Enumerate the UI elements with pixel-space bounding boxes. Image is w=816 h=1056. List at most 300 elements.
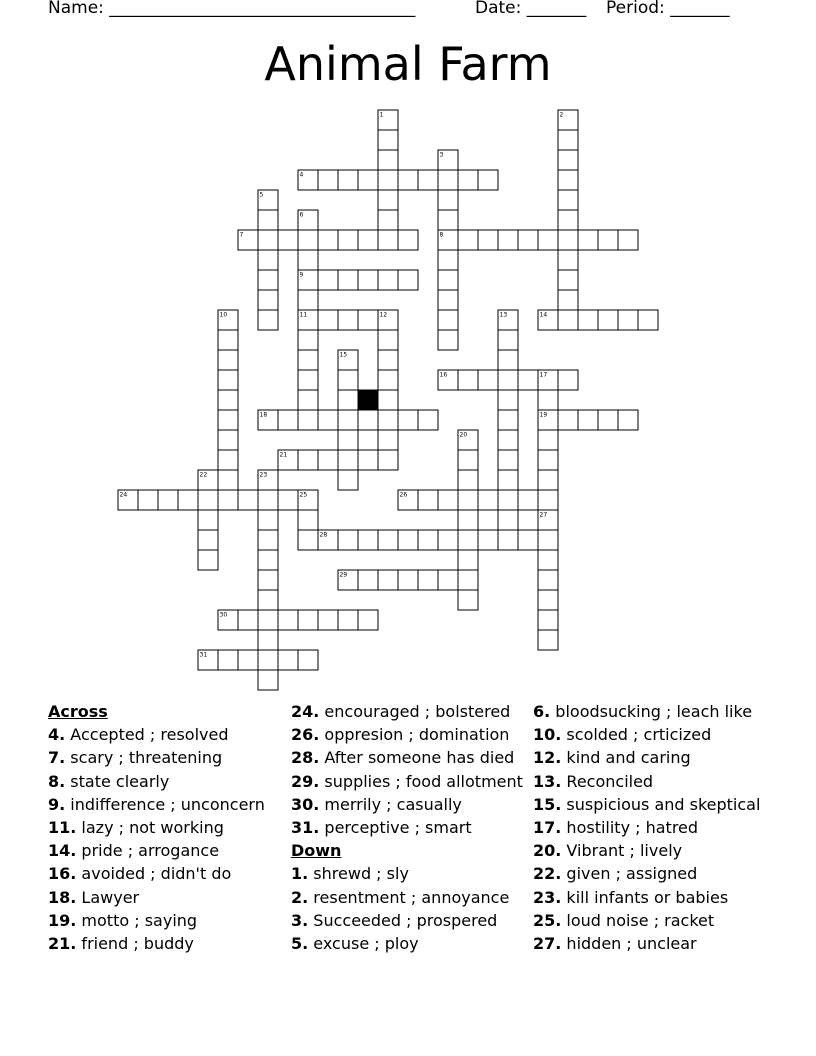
grid-cell[interactable] <box>258 230 278 250</box>
grid-cell[interactable] <box>298 250 318 270</box>
grid-cell[interactable] <box>218 650 238 670</box>
grid-cell[interactable] <box>358 610 378 630</box>
grid-cell[interactable] <box>458 370 478 390</box>
grid-cell[interactable] <box>558 230 578 250</box>
grid-cell[interactable] <box>478 530 498 550</box>
grid-cell[interactable] <box>298 350 318 370</box>
grid-cell[interactable] <box>298 230 318 250</box>
grid-cell[interactable] <box>438 210 458 230</box>
clues-column-3 <box>533 700 760 955</box>
clue-number-label: 7 <box>239 231 244 239</box>
grid-cell[interactable] <box>398 410 418 430</box>
period-field[interactable]: Period: _______ <box>606 0 730 18</box>
grid-cell[interactable] <box>458 550 478 570</box>
grid-cell[interactable] <box>498 470 518 490</box>
grid-cell[interactable] <box>578 230 598 250</box>
clue-item <box>48 909 265 932</box>
clue-text: shrewd ; sly <box>308 864 409 884</box>
grid-cell[interactable] <box>518 370 538 390</box>
clue-number-label: 27 <box>539 511 548 519</box>
grid-cell[interactable] <box>238 610 258 630</box>
grid-cell[interactable] <box>438 290 458 310</box>
clue-item <box>291 723 523 746</box>
grid-cell[interactable] <box>238 490 258 510</box>
clue-number: 28. <box>291 748 320 768</box>
clue-item <box>533 909 760 932</box>
grid-cell[interactable] <box>278 230 298 250</box>
clue-text: pride ; arrogance <box>76 841 220 861</box>
grid-cell[interactable] <box>278 490 298 510</box>
clue-item <box>291 909 523 932</box>
name-field[interactable]: Name: ____________________________________ <box>48 0 416 18</box>
grid-cell[interactable] <box>358 270 378 290</box>
grid-cell[interactable] <box>538 430 558 450</box>
clue-text: excuse ; ploy <box>308 934 419 954</box>
clue-item <box>291 932 523 955</box>
clue-number-label: 6 <box>299 211 304 219</box>
grid-cell[interactable] <box>518 530 538 550</box>
grid-cell[interactable] <box>558 410 578 430</box>
clue-number-label: 4 <box>299 171 304 179</box>
grid-cell[interactable] <box>618 230 638 250</box>
clue-number: 27. <box>533 934 562 954</box>
grid-cell[interactable] <box>338 410 358 430</box>
grid-cell[interactable] <box>358 410 378 430</box>
grid-cell[interactable] <box>378 450 398 470</box>
clue-item <box>533 746 760 769</box>
grid-cell[interactable] <box>498 390 518 410</box>
clue-number-label: 15 <box>339 351 348 359</box>
grid-cell[interactable] <box>338 470 358 490</box>
grid-cell[interactable] <box>578 310 598 330</box>
grid-cell[interactable] <box>518 490 538 510</box>
grid-cell[interactable] <box>378 210 398 230</box>
grid-cell[interactable] <box>538 550 558 570</box>
clue-number: 11. <box>48 818 77 838</box>
grid-cell[interactable] <box>278 650 298 670</box>
clue-item <box>533 793 760 816</box>
grid-cell[interactable] <box>438 330 458 350</box>
grid-cell[interactable] <box>378 350 398 370</box>
grid-cell[interactable] <box>558 150 578 170</box>
grid-cell[interactable] <box>258 630 278 650</box>
clue-number-label: 19 <box>539 411 548 419</box>
grid-cell[interactable] <box>298 450 318 470</box>
clue-text: Accepted ; resolved <box>65 725 229 745</box>
clue-item <box>533 723 760 746</box>
grid-cell[interactable] <box>538 590 558 610</box>
grid-cell[interactable] <box>298 410 318 430</box>
grid-cell[interactable] <box>378 570 398 590</box>
clue-text: motto ; saying <box>76 910 198 930</box>
grid-cell[interactable] <box>458 230 478 250</box>
clue-text: Lawyer <box>76 887 140 907</box>
grid-cell[interactable] <box>598 410 618 430</box>
grid-cell[interactable] <box>378 370 398 390</box>
grid-cell[interactable] <box>258 590 278 610</box>
clue-number: 22. <box>533 864 562 884</box>
clue-text: merrily ; casually <box>319 794 462 814</box>
grid-cell[interactable] <box>418 530 438 550</box>
clue-number: 7. <box>48 748 66 768</box>
grid-cell[interactable] <box>318 170 338 190</box>
grid-cell[interactable] <box>478 230 498 250</box>
grid-cell[interactable] <box>258 610 278 630</box>
clue-number: 3. <box>291 910 309 930</box>
clue-item <box>48 723 265 746</box>
grid-cell[interactable] <box>378 190 398 210</box>
clue-text: hostility ; hatred <box>561 818 699 838</box>
grid-cell[interactable] <box>458 510 478 530</box>
grid-cell[interactable] <box>138 490 158 510</box>
clue-number-label: 29 <box>339 571 348 579</box>
clue-number-label: 1 <box>379 111 384 119</box>
clue-number-label: 5 <box>259 191 264 199</box>
clue-number-label: 3 <box>439 151 444 159</box>
clue-number-label: 10 <box>219 311 228 319</box>
grid-cell[interactable] <box>198 530 218 550</box>
grid-cell[interactable] <box>218 410 238 430</box>
clue-text: oppresion ; domination <box>319 725 510 745</box>
grid-cell[interactable] <box>258 650 278 670</box>
clue-number: 8. <box>48 771 66 791</box>
grid-cell[interactable] <box>558 310 578 330</box>
grid-cell[interactable] <box>298 650 318 670</box>
grid-cell[interactable] <box>338 530 358 550</box>
grid-cell[interactable] <box>358 570 378 590</box>
grid-cell[interactable] <box>258 670 278 690</box>
grid-cell[interactable] <box>258 510 278 530</box>
grid-cell[interactable] <box>398 170 418 190</box>
clue-number-label: 20 <box>459 431 468 439</box>
grid-cell[interactable] <box>378 430 398 450</box>
grid-cell[interactable] <box>538 610 558 630</box>
clue-number: 25. <box>533 910 562 930</box>
clue-item <box>533 700 760 723</box>
grid-cell[interactable] <box>558 290 578 310</box>
clue-item <box>48 793 265 816</box>
grid-cell[interactable] <box>258 290 278 310</box>
clue-number-label: 8 <box>439 231 444 239</box>
grid-cell[interactable] <box>338 310 358 330</box>
grid-cell[interactable] <box>218 490 238 510</box>
clue-text: friend ; buddy <box>76 934 194 954</box>
clue-text: loud noise ; racket <box>561 910 715 930</box>
grid-cell[interactable] <box>398 230 418 250</box>
grid-cell[interactable] <box>558 190 578 210</box>
grid-cell[interactable] <box>458 170 478 190</box>
clue-text: scolded ; crticized <box>561 725 712 745</box>
grid-cell[interactable] <box>298 510 318 530</box>
grid-cell[interactable] <box>298 530 318 550</box>
clue-number-label: 31 <box>199 651 208 659</box>
grid-cell[interactable] <box>378 150 398 170</box>
grid-cell[interactable] <box>558 210 578 230</box>
grid-cell[interactable] <box>218 450 238 470</box>
grid-cell[interactable] <box>398 570 418 590</box>
grid-cell[interactable] <box>478 170 498 190</box>
grid-cell[interactable] <box>598 230 618 250</box>
grid-cell[interactable] <box>258 570 278 590</box>
clue-text: lazy ; not working <box>76 818 224 838</box>
grid-cell[interactable] <box>538 450 558 470</box>
clue-number-label: 24 <box>119 491 128 499</box>
date-field[interactable]: Date: _______ <box>475 0 587 18</box>
clue-item <box>533 932 760 955</box>
grid-cell[interactable] <box>558 270 578 290</box>
grid-cell[interactable] <box>438 570 458 590</box>
grid-cell[interactable] <box>298 330 318 350</box>
grid-cell[interactable] <box>438 250 458 270</box>
clue-item <box>291 700 523 723</box>
grid-cell[interactable] <box>438 530 458 550</box>
clue-text: Reconciled <box>561 771 654 791</box>
grid-cell[interactable] <box>198 550 218 570</box>
grid-cell[interactable] <box>298 370 318 390</box>
grid-cell[interactable] <box>418 570 438 590</box>
clue-number: 9. <box>48 794 66 814</box>
grid-cell[interactable] <box>258 490 278 510</box>
grid-cell[interactable] <box>398 530 418 550</box>
clue-number: 17. <box>533 818 562 838</box>
grid-cell[interactable] <box>498 490 518 510</box>
clue-number: 13. <box>533 771 562 791</box>
grid-cell[interactable] <box>558 130 578 150</box>
grid-cell[interactable] <box>498 450 518 470</box>
grid-cell[interactable] <box>498 230 518 250</box>
grid-cell[interactable] <box>558 370 578 390</box>
clue-number-label: 18 <box>259 411 268 419</box>
clue-number: 30. <box>291 794 320 814</box>
clue-item <box>533 862 760 885</box>
grid-cell[interactable] <box>258 250 278 270</box>
clue-item <box>48 932 265 955</box>
grid-cell[interactable] <box>258 270 278 290</box>
grid-cell[interactable] <box>218 470 238 490</box>
grid-cell[interactable] <box>498 350 518 370</box>
grid-cell[interactable] <box>378 130 398 150</box>
grid-cell[interactable] <box>378 530 398 550</box>
clue-number: 6. <box>533 702 551 721</box>
grid-cell[interactable] <box>218 350 238 370</box>
grid-cell[interactable] <box>618 410 638 430</box>
clue-text: encouraged ; bolstered <box>319 702 511 721</box>
grid-cell[interactable] <box>158 490 178 510</box>
grid-cell[interactable] <box>438 310 458 330</box>
clue-text: kind and caring <box>561 748 691 768</box>
grid-cell[interactable] <box>298 290 318 310</box>
clue-item <box>291 770 523 793</box>
grid-cell[interactable] <box>418 490 438 510</box>
grid-cell[interactable] <box>458 490 478 510</box>
clue-text: resentment ; annoyance <box>308 887 510 907</box>
grid-cell[interactable] <box>318 410 338 430</box>
clue-item <box>48 862 265 885</box>
grid-cell[interactable] <box>278 410 298 430</box>
grid-cell[interactable] <box>298 390 318 410</box>
grid-cell[interactable] <box>378 390 398 410</box>
grid-cell[interactable] <box>338 430 358 450</box>
grid-cell[interactable] <box>278 610 298 630</box>
grid-cell[interactable] <box>478 490 498 510</box>
clue-item <box>533 816 760 839</box>
grid-cell[interactable] <box>358 310 378 330</box>
grid-cell[interactable] <box>338 370 358 390</box>
grid-cell[interactable] <box>258 530 278 550</box>
grid-cell[interactable] <box>378 170 398 190</box>
clue-text: supplies ; food allotment <box>319 771 523 791</box>
grid-cell[interactable] <box>198 510 218 530</box>
clue-number-label: 30 <box>219 611 228 619</box>
grid-cell[interactable] <box>538 490 558 510</box>
grid-cell[interactable] <box>438 270 458 290</box>
grid-cell[interactable] <box>218 430 238 450</box>
grid-cell[interactable] <box>458 570 478 590</box>
grid-cell[interactable] <box>498 410 518 430</box>
grid-cell[interactable] <box>238 650 258 670</box>
clue-number: 5. <box>291 934 309 954</box>
grid-cell[interactable] <box>538 530 558 550</box>
grid-cell[interactable] <box>358 170 378 190</box>
grid-cell[interactable] <box>418 170 438 190</box>
clue-text: suspicious and skeptical <box>561 794 761 814</box>
grid-cell[interactable] <box>558 250 578 270</box>
grid-cell[interactable] <box>438 490 458 510</box>
grid-cell[interactable] <box>218 330 238 350</box>
clue-number: 20. <box>533 841 562 861</box>
grid-cell[interactable] <box>418 410 438 430</box>
grid-cell[interactable] <box>318 310 338 330</box>
grid-cell[interactable] <box>438 190 458 210</box>
grid-cell[interactable] <box>338 610 358 630</box>
grid-cell[interactable] <box>598 310 618 330</box>
clue-number: 2. <box>291 887 309 907</box>
grid-cell[interactable] <box>218 370 238 390</box>
clue-item <box>291 886 523 909</box>
clue-text: scary ; threatening <box>65 748 223 768</box>
grid-cell[interactable] <box>338 390 358 410</box>
grid-cell[interactable] <box>378 230 398 250</box>
grid-cell[interactable] <box>358 450 378 470</box>
clue-item <box>48 839 265 862</box>
clue-text: indifference ; unconcern <box>65 794 265 814</box>
grid-cell[interactable] <box>318 610 338 630</box>
grid-cell[interactable] <box>498 370 518 390</box>
grid-cell[interactable] <box>498 430 518 450</box>
page-title: Animal Farm <box>264 37 552 91</box>
clue-number-label: 21 <box>279 451 288 459</box>
grid-cell[interactable] <box>258 210 278 230</box>
grid-cell[interactable] <box>338 170 358 190</box>
grid-cell[interactable] <box>538 230 558 250</box>
clue-number-label: 12 <box>379 311 388 319</box>
clue-text: state clearly <box>65 771 170 791</box>
grid-cell[interactable] <box>478 370 498 390</box>
blocked-cell <box>358 390 378 410</box>
grid-cell[interactable] <box>638 310 658 330</box>
grid-cell[interactable] <box>578 410 598 430</box>
clue-item <box>291 816 523 839</box>
clue-number-label: 23 <box>259 471 268 479</box>
clue-number: 1. <box>291 864 309 884</box>
clue-item <box>291 793 523 816</box>
clue-number: 29. <box>291 771 320 791</box>
grid-cell[interactable] <box>538 470 558 490</box>
grid-cell[interactable] <box>338 450 358 470</box>
grid-cell[interactable] <box>538 570 558 590</box>
clue-item <box>48 746 265 769</box>
grid-cell[interactable] <box>518 230 538 250</box>
clues-column-1 <box>48 700 265 955</box>
grid-cell[interactable] <box>318 270 338 290</box>
clue-number-label: 2 <box>559 111 564 119</box>
grid-cell[interactable] <box>178 490 198 510</box>
clue-number: 14. <box>48 841 77 861</box>
grid-cell[interactable] <box>458 450 478 470</box>
grid-cell[interactable] <box>218 390 238 410</box>
grid-cell[interactable] <box>398 270 418 290</box>
clue-text: kill infants or babies <box>561 887 729 907</box>
clue-item <box>291 862 523 885</box>
clue-item <box>48 886 265 909</box>
grid-cell[interactable] <box>318 230 338 250</box>
clue-number: 12. <box>533 748 562 768</box>
grid-cell[interactable] <box>458 590 478 610</box>
grid-cell[interactable] <box>338 230 358 250</box>
grid-cell[interactable] <box>618 310 638 330</box>
grid-cell[interactable] <box>198 490 218 510</box>
clue-item <box>291 746 523 769</box>
grid-cell[interactable] <box>298 610 318 630</box>
clue-number: 21. <box>48 934 77 954</box>
grid-cell[interactable] <box>318 450 338 470</box>
clue-text: given ; assigned <box>561 864 698 884</box>
clue-number-label: 26 <box>399 491 408 499</box>
grid-cell[interactable] <box>458 470 478 490</box>
clue-text: avoided ; didn't do <box>76 864 232 884</box>
clue-number: 24. <box>291 702 320 721</box>
grid-cell[interactable] <box>498 530 518 550</box>
clue-number: 31. <box>291 818 320 838</box>
grid-cell[interactable] <box>378 270 398 290</box>
grid-cell[interactable] <box>558 170 578 190</box>
clue-text: hidden ; unclear <box>561 934 697 954</box>
grid-cell[interactable] <box>338 270 358 290</box>
clue-text: bloodsucking ; leach like <box>550 702 753 721</box>
clue-text: After someone has died <box>319 748 515 768</box>
clue-number: 23. <box>533 887 562 907</box>
clue-number: 4. <box>48 725 66 745</box>
grid-cell[interactable] <box>378 410 398 430</box>
clue-number: 10. <box>533 725 562 745</box>
grid-cell[interactable] <box>438 170 458 190</box>
grid-cell[interactable] <box>498 510 518 530</box>
clue-number: 16. <box>48 864 77 884</box>
grid-cell[interactable] <box>378 330 398 350</box>
grid-cell[interactable] <box>538 390 558 410</box>
clue-number-label: 28 <box>319 531 328 539</box>
grid-cell[interactable] <box>358 230 378 250</box>
grid-cell[interactable] <box>458 530 478 550</box>
grid-cell[interactable] <box>358 530 378 550</box>
grid-cell[interactable] <box>498 330 518 350</box>
clue-number: 26. <box>291 725 320 745</box>
grid-cell[interactable] <box>258 550 278 570</box>
grid-cell[interactable] <box>258 310 278 330</box>
clue-text: perceptive ; smart <box>319 818 472 838</box>
clue-number-label: 25 <box>299 491 308 499</box>
grid-cell[interactable] <box>538 630 558 650</box>
